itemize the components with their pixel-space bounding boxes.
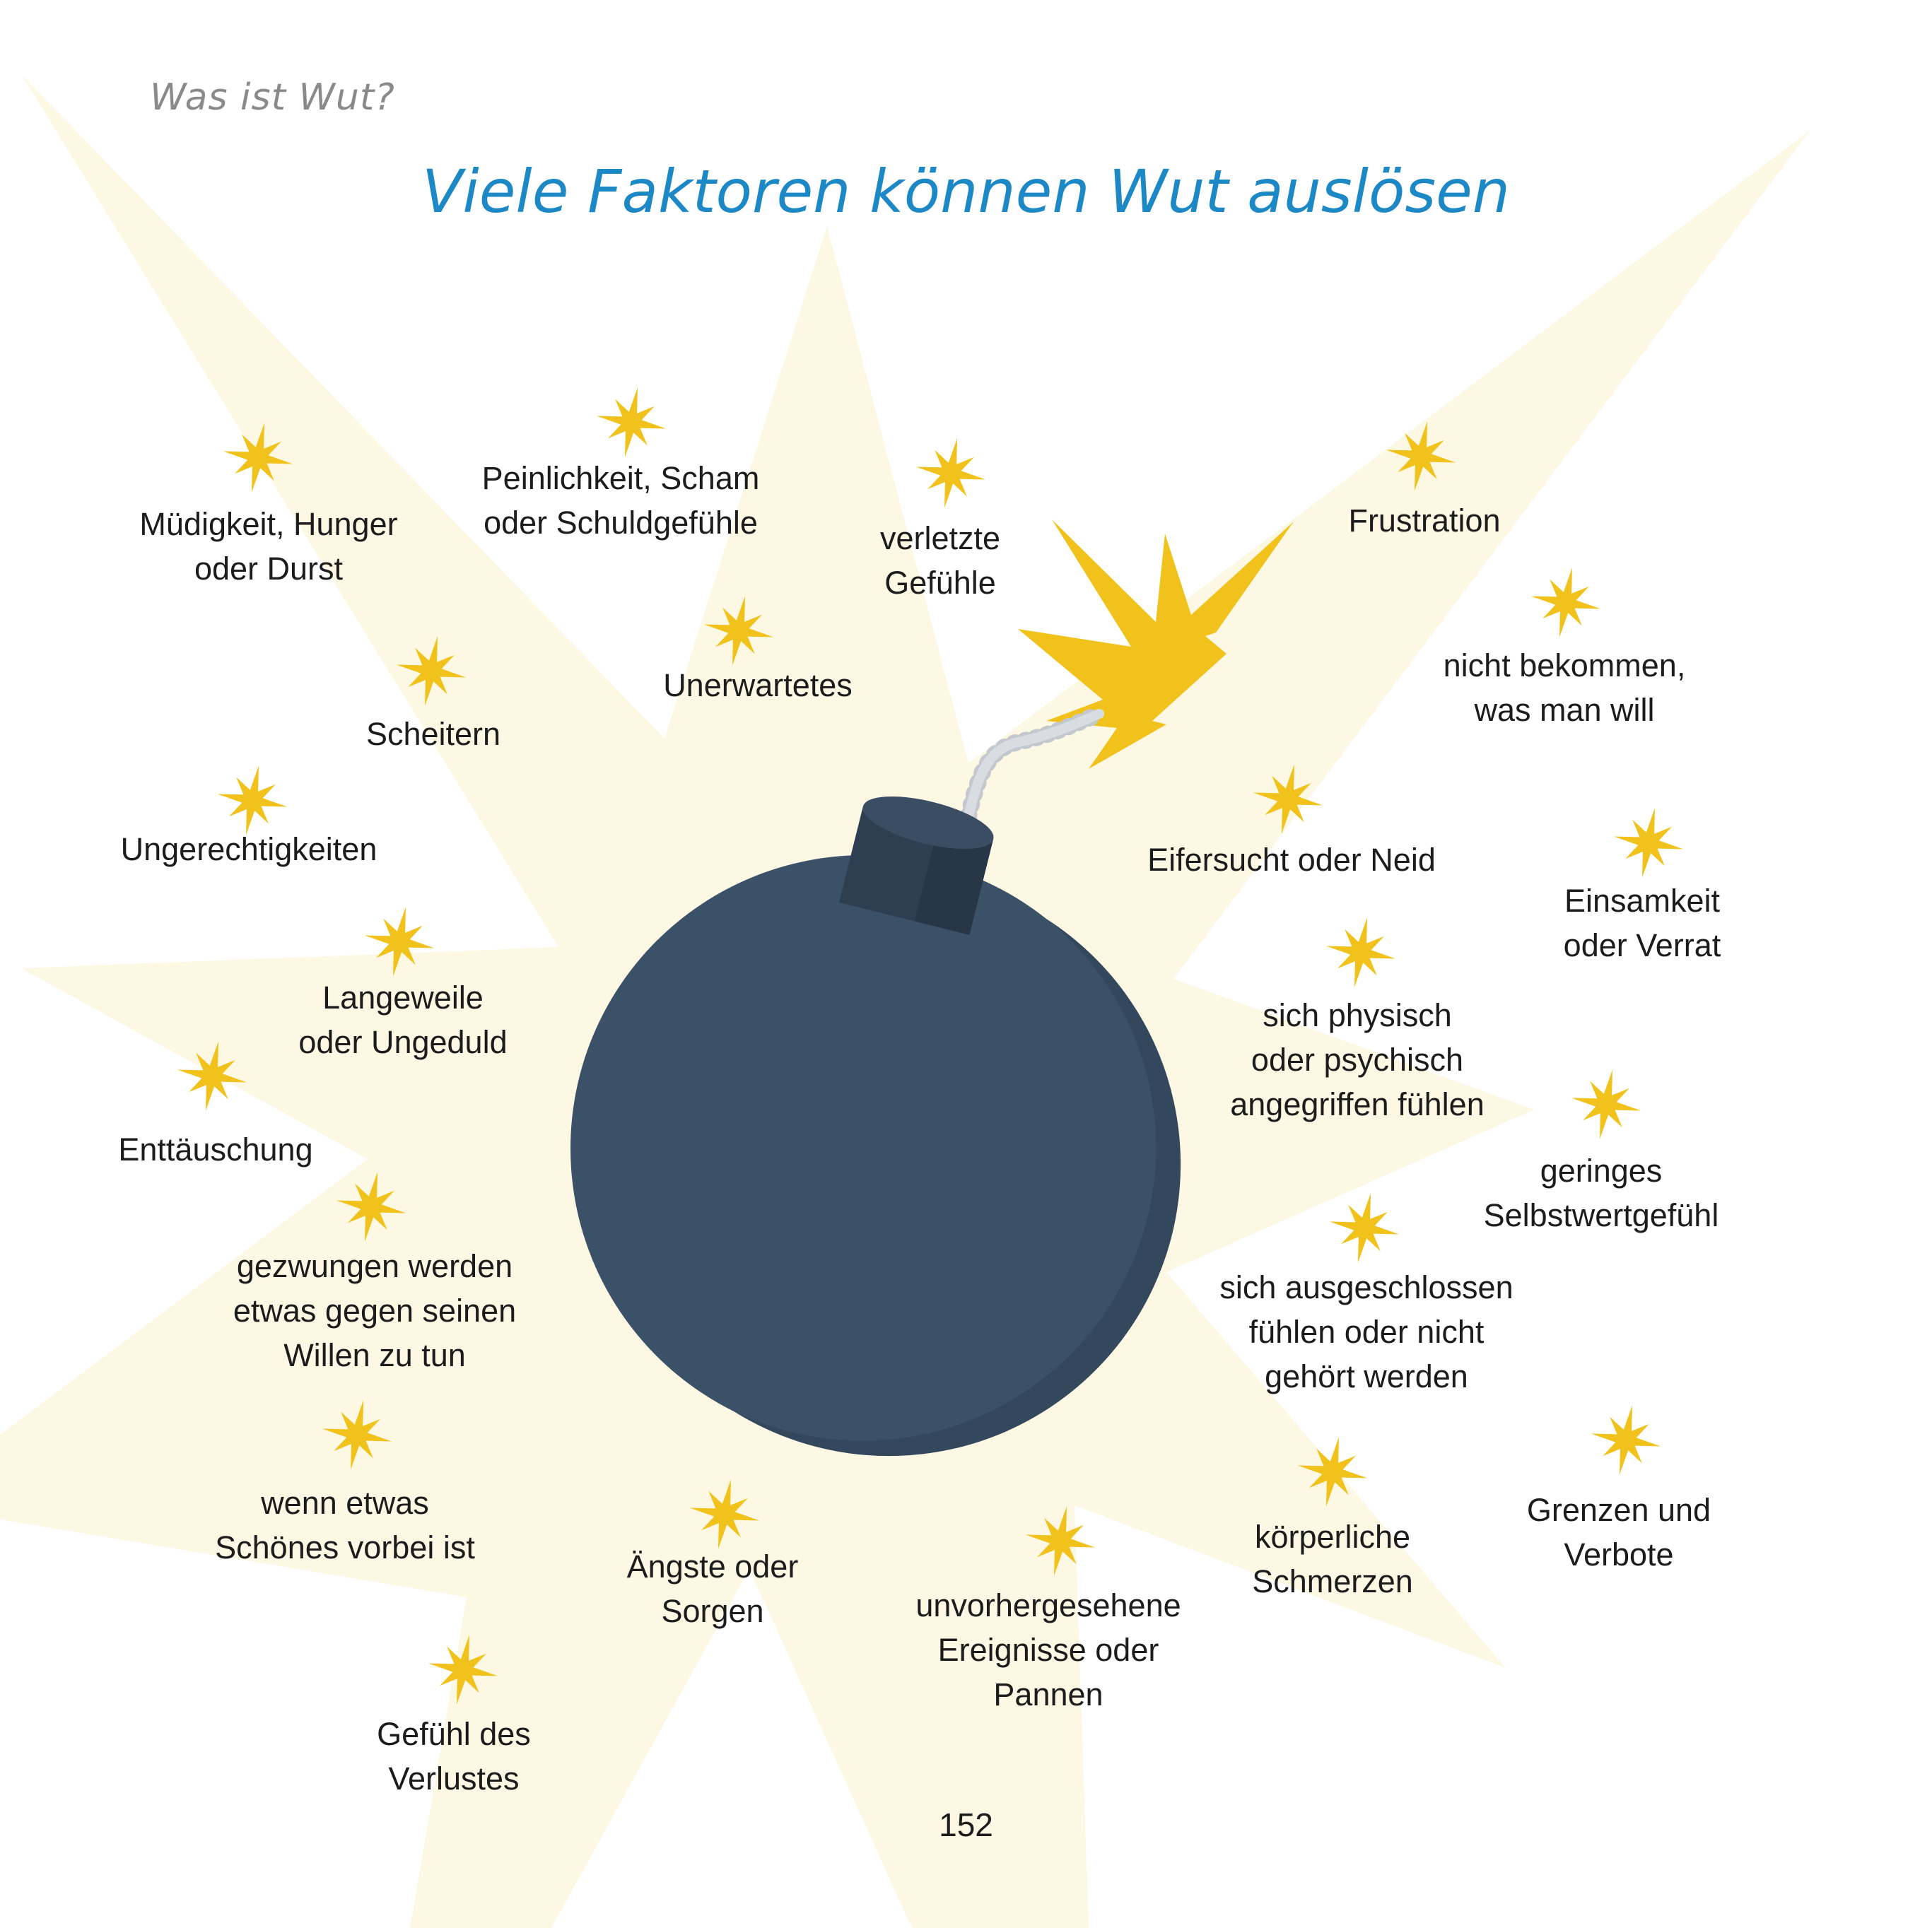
factor-label-grenzen: Grenzen und Verbote [1526, 1492, 1711, 1573]
star-burst-icon [1386, 421, 1456, 495]
factor-label-aengste: Ängste oder Sorgen [626, 1548, 799, 1629]
star-burst-icon [596, 387, 667, 462]
factor-label-vorbei: wenn etwas Schönes vorbei ist [215, 1485, 475, 1565]
factor-label-verlust: Gefühl des Verlustes [377, 1716, 531, 1797]
star-burst-icon [1329, 1193, 1400, 1267]
factor-label-peinlichkeit: Peinlichkeit, Scham oder Schuldgefühle [481, 460, 760, 541]
factor-label-selbstwert: geringes Selbstwertgefühl [1483, 1153, 1719, 1233]
star-burst-icon [364, 907, 435, 981]
star-burst-icon [396, 636, 467, 710]
factor-label-gezwungen: gezwungen werden etwas gegen seinen Willen zu tun [233, 1248, 517, 1373]
star-burst-icon [177, 1041, 247, 1115]
factor-label-verletzte-gefuehle: verletzte Gefühle [879, 520, 1001, 601]
factor-label-unvorhergesehen: unvorhergesehene Ereignisse oder Pannen [915, 1587, 1181, 1712]
running-header: Was ist Wut? [150, 76, 395, 119]
page-number: 152 [939, 1806, 993, 1843]
star-burst-icon [1253, 764, 1323, 838]
star-burst-icon [1530, 568, 1601, 642]
factor-label-frustration: Frustration [1348, 502, 1501, 539]
star-burst-icon [428, 1635, 498, 1709]
factor-label-enttaeuschung: Enttäuschung [118, 1131, 313, 1168]
factor-label-muedigkeit: Müdigkeit, Hunger oder Durst [139, 506, 398, 587]
star-burst-icon [703, 596, 774, 670]
factor-label-ungerechtigkeiten: Ungerechtigkeiten [120, 831, 377, 867]
factor-label-scheitern: Scheitern [365, 716, 501, 752]
star-burst-icon [1571, 1069, 1641, 1144]
factor-label-angegriffen: sich physisch oder psychisch angegriffen fühlen [1230, 997, 1485, 1122]
bomb-body [570, 855, 1157, 1442]
star-burst-icon [1613, 808, 1684, 882]
star-burst-icon [322, 1400, 392, 1474]
star-burst-icon [336, 1172, 406, 1246]
factor-label-eifersucht: Eifersucht oder Neid [1147, 842, 1436, 878]
star-burst-icon [915, 438, 986, 512]
star-burst-icon [689, 1479, 760, 1553]
factor-label-ausgeschlossen: sich ausgeschlossen fühlen oder nicht gehört werden [1219, 1269, 1514, 1394]
factor-label-schmerzen: körperliche Schmerzen [1252, 1519, 1413, 1599]
factor-label-unerwartetes: Unerwartetes [663, 667, 853, 703]
star-burst-icon [1297, 1437, 1368, 1511]
star-burst-icon [1591, 1405, 1661, 1479]
star-burst-icon [1025, 1506, 1096, 1580]
page-title: Viele Faktoren können Wut auslösen [421, 157, 1511, 226]
star-burst-icon [223, 423, 293, 497]
factor-label-einsamkeit: Einsamkeit oder Verrat [1563, 883, 1721, 963]
star-burst-icon [1325, 917, 1396, 992]
factor-label-langeweile: Langeweile oder Ungeduld [298, 980, 508, 1060]
factor-label-nicht-bekommen: nicht bekommen, was man will [1443, 647, 1686, 728]
